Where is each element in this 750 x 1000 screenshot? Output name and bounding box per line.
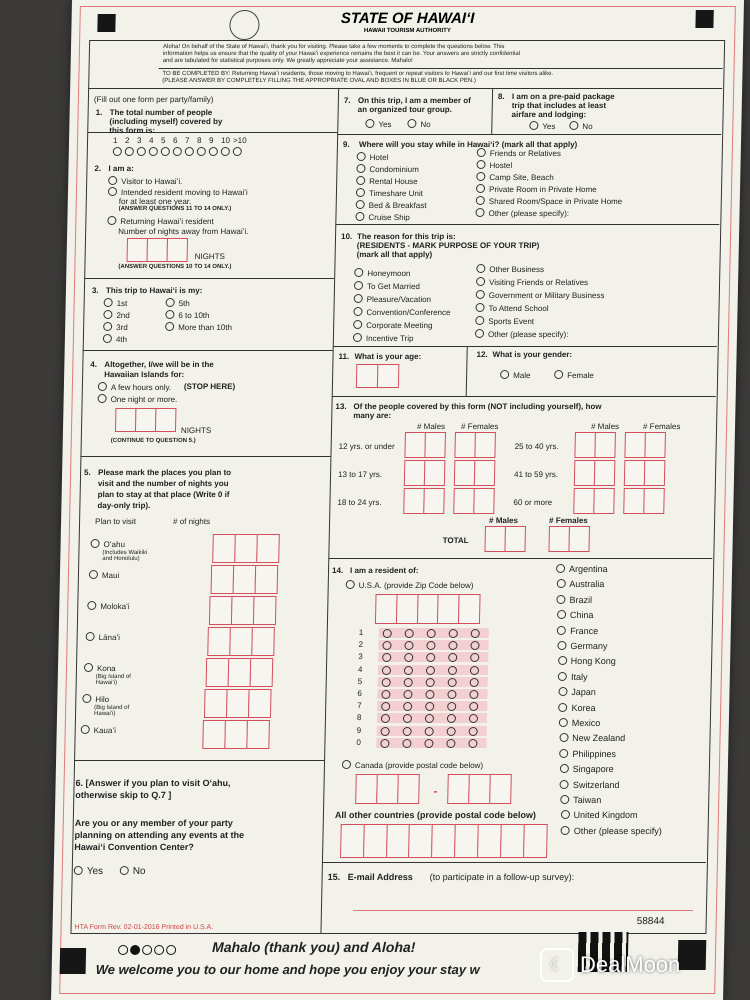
q4-label: Hawaiian Islands for: (104, 370, 185, 379)
count-boxes[interactable] (573, 488, 613, 514)
welcome-text: We welcome you to our home and hope you enjoy your stay w (95, 962, 480, 977)
party-size-number: 7 (184, 136, 190, 145)
total-label: TOTAL (442, 536, 469, 545)
q10-number: 10. (340, 232, 353, 241)
country-option[interactable]: France (557, 626, 598, 636)
intro-text: and are tabulated for statistical purposes only. We greatly appreciate your assistance. Mahalo! (162, 58, 413, 64)
option-right-q10-a-2[interactable]: Pleasure/Vacation (354, 294, 432, 305)
q6-label: Hawaiʻi Convention Center? (74, 842, 194, 852)
visitor-option[interactable]: Visitor to Hawaiʻi. (108, 176, 182, 187)
count-boxes[interactable] (403, 488, 443, 514)
trip-3rd-option[interactable]: 3rd (103, 322, 128, 333)
count-boxes[interactable] (574, 432, 614, 458)
zip-digit-oval[interactable] (402, 739, 411, 748)
island-note: (Big Island of (94, 705, 130, 711)
plan-to-visit-header: Plan to visit (94, 517, 137, 526)
nights-away-boxes[interactable] (127, 238, 187, 262)
registration-mark (678, 940, 707, 970)
q15-sublabel: (to participate in a follow-up survey): (429, 872, 575, 882)
zip-digit-oval[interactable] (448, 678, 457, 687)
country-option[interactable]: Korea (558, 703, 595, 713)
option-right-q10-b-4[interactable]: Sports Event (475, 316, 534, 327)
zip-digit-oval[interactable] (382, 678, 391, 687)
option-right-q10-a-5[interactable]: Incentive Trip (353, 333, 414, 344)
email-line[interactable] (353, 910, 693, 911)
party-size-number: >10 (232, 136, 247, 145)
island-option[interactable]: Kona (84, 663, 116, 674)
intended-resident-option[interactable]: Intended resident moving to Hawaiʻi (108, 187, 248, 198)
q2-note: (ANSWER QUESTIONS 10 TO 14 ONLY.) (118, 264, 232, 270)
few-hours-option[interactable]: A few hours only. (98, 382, 172, 393)
q7-label: an organized tour group. (357, 105, 453, 114)
age-range-label: 25 to 40 yrs. (514, 442, 559, 451)
female-option[interactable]: Female (554, 370, 594, 381)
island-nights-boxes[interactable] (206, 658, 272, 687)
count-boxes[interactable] (623, 488, 663, 514)
serial-number: 58844 (636, 916, 665, 927)
convention-yes-option[interactable]: Yes (74, 866, 104, 877)
country-option[interactable]: Hong Kong (558, 656, 616, 666)
count-boxes[interactable] (624, 432, 664, 458)
zip-digit-oval[interactable] (403, 727, 412, 736)
nights-header: # of nights (172, 517, 211, 526)
canada-postal-boxes-1[interactable] (355, 774, 418, 804)
option-right-q9-b-0[interactable]: Friends or Relatives (477, 148, 561, 159)
country-option[interactable]: Philippines (559, 749, 616, 759)
age-range-label: 41 to 59 yrs. (513, 470, 559, 479)
zip-digit-oval[interactable] (426, 666, 435, 675)
island-note: (Includes Waikiki (102, 550, 148, 556)
island-option[interactable]: Maui (89, 570, 120, 581)
registration-mark (60, 948, 87, 974)
zip-digit-oval[interactable] (446, 739, 455, 748)
party-size-number: 2 (124, 136, 130, 145)
country-option[interactable]: United Kingdom (560, 810, 637, 820)
option-right-q9-b-4[interactable]: Shared Room/Space in Private Home (476, 196, 623, 207)
option-right-q10-a-0[interactable]: Honeymoon (354, 268, 410, 279)
party-size-number: 1 (112, 136, 118, 145)
island-note: Hawaiʻi) (93, 711, 116, 717)
zip-digit-label: 8 (356, 713, 362, 723)
island-nights-boxes[interactable] (211, 565, 277, 594)
party-size-number: 10 (220, 136, 231, 145)
zip-digit-label: 5 (357, 676, 363, 686)
zip-digit-oval[interactable] (404, 678, 413, 687)
intro-text: information helps us ensure that the quality of your Hawaiʻi experience remains the best it can be. Your answers are strictly confidential (162, 51, 521, 57)
male-option[interactable]: Male (500, 370, 531, 381)
party-size-number: 4 (148, 136, 154, 145)
zip-digit-label: 4 (357, 664, 363, 674)
option-right-q10-b-5[interactable]: Other (please specify): (475, 329, 569, 340)
canada-postal-boxes-2[interactable] (447, 774, 510, 804)
count-boxes[interactable] (454, 432, 494, 458)
q1-label: The total number of people (109, 108, 213, 117)
q13-label: Of the people covered by this form (NOT including yourself), how (353, 402, 602, 411)
watermark (540, 948, 680, 982)
zip-digit-label: 9 (356, 725, 362, 735)
total-females-boxes[interactable] (548, 526, 588, 552)
q8-number: 8. (497, 92, 505, 101)
q8-label: airfare and lodging: (511, 110, 587, 119)
island-note: (Big Island of (95, 674, 131, 680)
island-nights-boxes[interactable] (212, 534, 278, 563)
zip-digit-label: 7 (357, 701, 362, 711)
q5-label: plan to stay at that place (Write 0 if (97, 490, 230, 499)
country-option[interactable]: Argentina (556, 564, 608, 574)
zip-digit-oval[interactable] (424, 739, 433, 748)
declaration-form (51, 0, 744, 1000)
option-right-q9-b-3[interactable]: Private Room in Private Home (476, 184, 597, 195)
zip-digit-oval[interactable] (382, 666, 391, 675)
option-right-q9-a-1[interactable]: Condominium (356, 164, 419, 175)
q1-number: 1. (95, 108, 103, 117)
q4-number: 4. (90, 360, 98, 369)
zip-digit-oval[interactable] (381, 727, 390, 736)
q15-number: 15. (327, 872, 341, 882)
country-option[interactable]: Brazil (557, 595, 593, 605)
zip-digit-oval[interactable] (426, 678, 435, 687)
party-size-number: 9 (208, 136, 214, 145)
country-option[interactable]: Mexico (559, 718, 601, 728)
nights-label: NIGHTS (180, 426, 212, 435)
q2-note: (ANSWER QUESTIONS 11 TO 14 ONLY.) (118, 206, 232, 212)
country-option[interactable]: Taiwan (560, 795, 601, 805)
zip-digit-label: 0 (356, 737, 361, 747)
option-right-q9-a-5[interactable]: Cruise Ship (355, 212, 410, 223)
country-option[interactable]: Other (please specify) (561, 826, 662, 836)
watermark-brand: DealMoon (580, 952, 681, 977)
age-range-label: 18 to 24 yrs. (337, 498, 382, 507)
q3-number: 3. (91, 286, 99, 295)
fill-note: (Fill out one form per party/family) (93, 95, 214, 104)
count-boxes[interactable] (404, 460, 444, 486)
option-right-q10-a-3[interactable]: Convention/Conference (353, 307, 450, 318)
zip-digit-label: 3 (358, 652, 363, 662)
q15-label: E-mail Address (347, 872, 413, 882)
country-option[interactable]: Germany (557, 641, 607, 651)
males-header: # Males (489, 516, 519, 525)
zip-digit-label: 6 (357, 689, 363, 698)
q12-number: 12. (476, 350, 488, 359)
country-option[interactable]: New Zealand (559, 733, 625, 743)
q1-label: (including myself) covered by (109, 117, 223, 126)
count-boxes[interactable] (453, 488, 493, 514)
stop-here-note: (STOP HERE) (183, 382, 236, 391)
island-note: and Honolulu) (102, 556, 140, 562)
option-right-q9-a-3[interactable]: Timeshare Unit (356, 188, 423, 199)
package-no-option[interactable]: No (569, 121, 592, 132)
q6-label: Are you or any member of your party (74, 818, 233, 828)
trip-5th-option[interactable]: 5th (166, 298, 190, 309)
q11-label: What is your age: (354, 352, 422, 361)
q7-number: 7. (343, 96, 351, 105)
trip-1st-option[interactable]: 1st (104, 298, 128, 309)
q13-label: many are: (353, 411, 392, 420)
page-indicator (118, 942, 178, 960)
package-yes-option[interactable]: Yes (529, 121, 555, 132)
country-option[interactable]: China (557, 610, 594, 620)
form-revision: HTA Form Rev. 02-01-2016 Printed in U.S.A. (74, 924, 214, 931)
party-size-number: 5 (160, 136, 166, 145)
zip-digit-label: 1 (358, 628, 364, 637)
q10-label: (mark all that apply) (356, 250, 433, 259)
one-night-option[interactable]: One night or more. (98, 394, 178, 405)
q8-label: I am on a pre-paid package (511, 92, 615, 101)
country-option[interactable]: Japan (558, 687, 596, 697)
total-nights-boxes[interactable] (115, 408, 175, 432)
zip-digit-oval[interactable] (469, 727, 478, 736)
males-header: # Males (590, 422, 620, 431)
total-males-boxes[interactable] (484, 526, 524, 552)
mahalo-text: Mahalo (thank you) and Aloha! (211, 939, 416, 955)
q12-label: What is your gender: (492, 350, 573, 359)
q9-number: 9. (342, 140, 350, 149)
instructions: TO BE COMPLETED BY: Returning Hawaiʻi residents, those moving to Hawaiʻi, frequent or repeat visitors to Hawaiʻi and our first time visitors alike. (162, 71, 554, 77)
country-option[interactable]: Switzerland (560, 780, 620, 790)
island-option[interactable]: Molokaʻi (87, 601, 130, 612)
option-right-q9-b-5[interactable]: Other (please specify): (475, 208, 569, 219)
females-header: # Females (642, 422, 681, 431)
females-header: # Females (549, 516, 588, 525)
count-boxes[interactable] (574, 460, 614, 486)
q5-label: day-only trip). (97, 501, 151, 510)
convention-no-option[interactable]: No (120, 866, 146, 877)
option-right-q9-a-2[interactable]: Rental House (356, 176, 418, 187)
q6-label: 6. [Answer if you plan to visit Oʻahu, (75, 778, 231, 788)
party-size-number: 6 (172, 136, 178, 145)
country-option[interactable]: Singapore (560, 764, 614, 774)
form-title: STATE OF HAWAIʻI (340, 10, 475, 27)
zip-digit-oval[interactable] (404, 666, 413, 675)
option-right-q10-b-2[interactable]: Government or Military Business (476, 290, 605, 301)
island-option[interactable]: Oʻahu (90, 539, 125, 550)
zip-digit-oval[interactable] (470, 678, 479, 687)
age-range-label: 60 or more (513, 498, 553, 507)
q3-label: This trip to Hawaiʻi is my: (105, 286, 203, 295)
q6-label: planning on attending any events at the (74, 830, 245, 840)
age-boxes[interactable] (356, 364, 398, 388)
age-range-label: 13 to 17 yrs. (337, 470, 383, 479)
option-right-q10-b-3[interactable]: To Attend School (475, 303, 548, 314)
island-option[interactable]: Hilo (82, 694, 109, 705)
agency-name: HAWAII TOURISM AUTHORITY (363, 28, 451, 34)
trip-4th-option[interactable]: 4th (103, 334, 127, 345)
zip-digit-oval[interactable] (468, 739, 477, 748)
tour-yes-option[interactable]: Yes (365, 119, 391, 130)
age-range-label: 12 yrs. or under (338, 442, 395, 451)
q7-label: On this trip, I am a member of (357, 96, 471, 105)
party-size-number: 3 (136, 136, 142, 145)
postal-dash: - (433, 784, 438, 798)
q2-text: Number of nights away from Hawaiʻi. (118, 227, 249, 236)
dealmoon-logo-icon: ☾ (540, 948, 574, 982)
q1-label: this form is: (109, 126, 156, 135)
males-header: # Males (416, 422, 446, 431)
trip-2nd-option[interactable]: 2nd (103, 310, 130, 321)
island-option[interactable]: Lānaʻi (86, 632, 121, 643)
q2-label: I am a: (108, 164, 134, 173)
zip-digit-oval[interactable] (425, 727, 434, 736)
q2-text: for at least one year. (118, 197, 192, 206)
q11-number: 11. (338, 352, 350, 361)
zip-digit-oval[interactable] (470, 666, 479, 675)
q4-label: Altogether, I/we will be in the (104, 360, 214, 369)
intro-text: Aloha! On behalf of the State of Hawaiʻi, thank you for visiting. Please take a few moments to complete the questions below. This (162, 44, 505, 50)
returning-resident-option[interactable]: Returning Hawaiʻi resident (107, 216, 214, 227)
q14-label: I am a resident of: (349, 566, 419, 575)
q9-label: Where will you stay while in Hawaiʻi? (mark all that apply) (358, 140, 578, 149)
females-header: # Females (460, 422, 499, 431)
zip-digit-oval[interactable] (447, 727, 456, 736)
q6-label: otherwise skip to Q.7 ] (75, 790, 172, 800)
other-countries-label: All other countries (provide postal code below) (334, 810, 537, 820)
q10-label: (RESIDENTS - MARK PURPOSE OF YOUR TRIP) (356, 241, 540, 250)
zip-digit-label: 2 (358, 640, 364, 650)
q5-number: 5. (84, 468, 91, 477)
count-boxes[interactable] (404, 432, 444, 458)
trip-6-10-option[interactable]: 6 to 10th (165, 310, 209, 321)
option-right-q9-a-4[interactable]: Bed & Breakfast (356, 200, 427, 211)
tour-no-option[interactable]: No (407, 119, 430, 130)
q8-label: trip that includes at least (511, 101, 607, 110)
count-boxes[interactable] (454, 460, 494, 486)
island-nights-boxes[interactable] (204, 689, 270, 718)
option-right-q10-a-1[interactable]: To Get Married (354, 281, 420, 292)
island-option[interactable]: Kauaʻi (81, 725, 116, 736)
q10-label: The reason for this trip is: (356, 232, 456, 241)
option-right-q9-b-2[interactable]: Camp Site, Beach (476, 172, 554, 183)
zip-code-boxes[interactable] (375, 594, 480, 624)
q5-label: visit and the number of nights you (97, 479, 229, 488)
island-nights-boxes[interactable] (209, 596, 275, 625)
country-option[interactable]: Australia (556, 579, 604, 589)
trip-more-10-option[interactable]: More than 10th (165, 322, 232, 333)
q2-number: 2. (94, 164, 102, 173)
option-right-q10-a-4[interactable]: Corporate Meeting (353, 320, 432, 331)
island-nights-boxes[interactable] (207, 627, 273, 656)
option-right-q9-b-1[interactable]: Hostel (476, 160, 512, 171)
instructions: (PLEASE ANSWER BY COMPLETELY FILLING THE APPROPRIATE OVAL AND BOXES IN BLUE OR BLACK PEN.) (162, 78, 476, 84)
q5-label: Please mark the places you plan to (98, 468, 232, 477)
usa-option[interactable]: U.S.A. (provide Zip Code below) (346, 580, 474, 591)
island-note: Hawaiʻi) (95, 680, 118, 686)
option-right-q10-b-1[interactable]: Visiting Friends or Relatives (476, 277, 588, 288)
zip-digit-oval[interactable] (380, 739, 389, 748)
foreign-postal-boxes[interactable] (340, 824, 546, 858)
nights-label: NIGHTS (194, 252, 225, 261)
island-nights-boxes[interactable] (202, 720, 268, 749)
option-right-q9-a-0[interactable]: Hotel (357, 152, 389, 163)
count-boxes[interactable] (624, 460, 664, 486)
q13-number: 13. (335, 402, 347, 411)
zip-digit-oval[interactable] (448, 666, 457, 675)
canada-option[interactable]: Canada (provide postal code below) (342, 760, 483, 771)
option-right-q10-b-0[interactable]: Other Business (476, 264, 544, 275)
country-option[interactable]: Italy (558, 672, 588, 682)
q4-note: (CONTINUE TO QUESTION 5.) (110, 438, 196, 444)
party-size-number: 8 (196, 136, 202, 145)
q14-number: 14. (331, 566, 344, 575)
